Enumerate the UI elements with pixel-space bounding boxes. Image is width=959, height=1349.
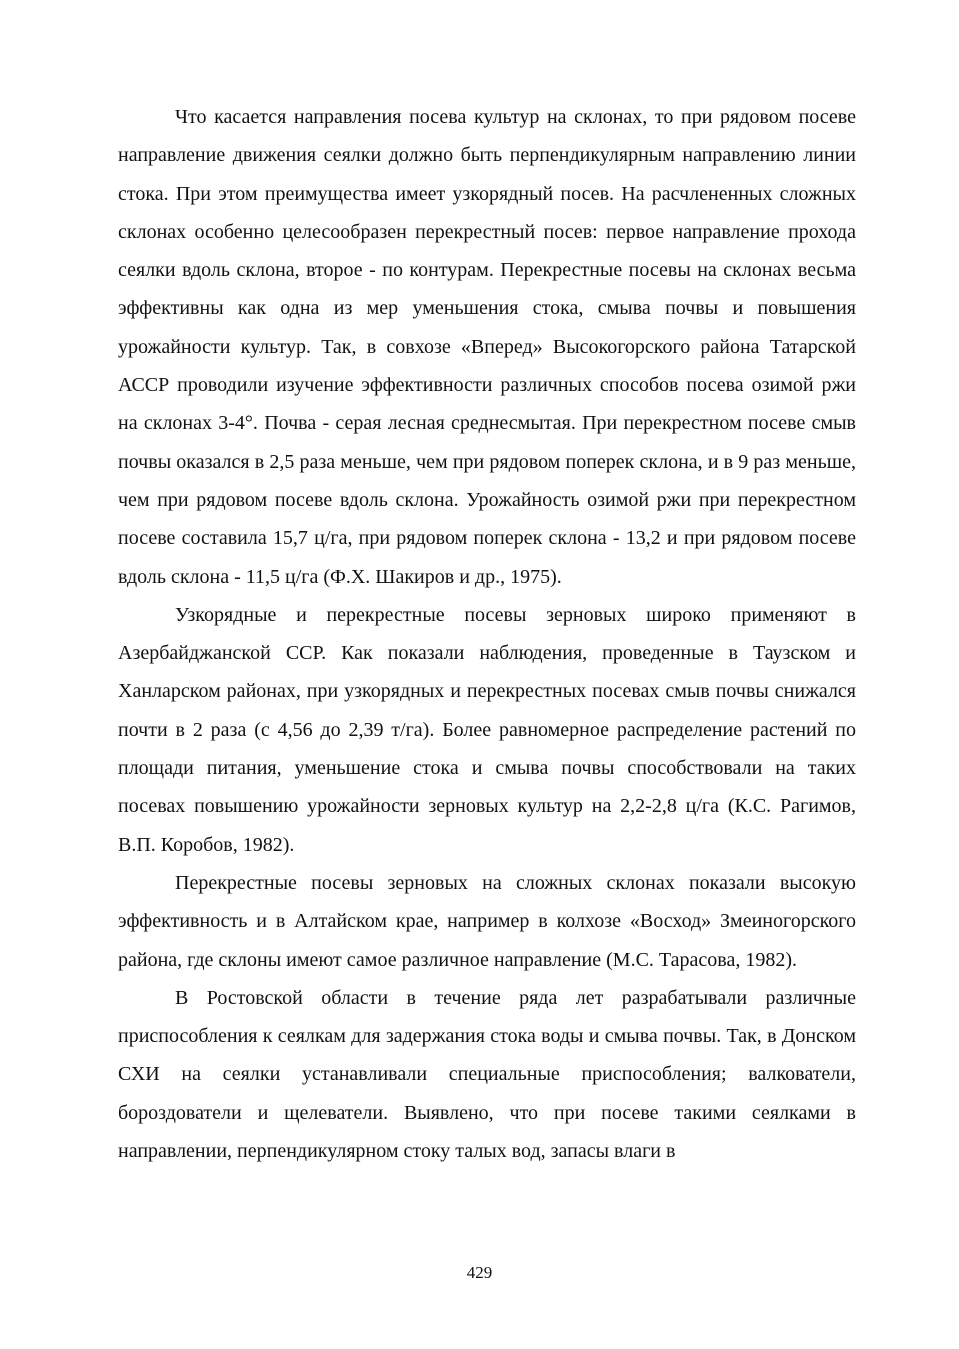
paragraph-2: Узкорядные и перекрестные посевы зерновых широко применяют в Азербайджанской ССР. Как показали наблюдения, проведенные в Таузском и Ханларском районах, при узкорядных и перекрестных посевах смыв почвы снижался почти в 2 раза (с 4,56 до 2,39 т/га). Более равномерное распределение растений по площади питания, уменьшение стока и смыва почвы способствовали на таких посевах повышению урожайности зерновых культур на 2,2-2,8 ц/га (К.С. Рагимов, В.П. Коробов, 1982).: [118, 603, 856, 856]
paragraph-1: Что касается направления посева культур на склонах, то при рядовом посеве направление движения сеялки должно быть перпендикулярным направлению линии стока. При этом преимущества имеет узкорядный посев. На расчлененных сложных склонах особенно целесообразен перекрестный посев: первое направление прохода сеялки вдоль склона, второе - по контурам. Перекрестные посевы на склонах весьма эффективны как одна из мер уменьшения стока, смыва почвы и повышения урожайности культур. Так, в совхозе «Вперед» Высокогорского района Татарской АССР проводили изучение эффективности различных способов посева озимой ржи на склонах 3-4°. Почва - серая лесная среднесмытая. При перекрестном посеве смыв почвы оказался в 2,5 раза меньше, чем при рядовом поперек склона, и в 9 раз меньше, чем при рядовом посеве вдоль склона. Урожайность озимой ржи при перекрестном посеве составила 15,7 ц/га, при рядовом поперек склона - 13,2 и при рядовом посеве вдоль склона - 11,5 ц/га (Ф.Х. Шакиров и др., 1975).: [118, 106, 856, 588]
paragraph-4: В Ростовской области в течение ряда лет разрабатывали различные приспособления к сеялкам для задержания стока воды и смыва почвы. Так, в Донском СХИ на сеялки устанавливали специальные приспособления; валкователи, бороздователи и щелеватели. Выявлено, что при посеве такими сеялками в направлении, перпендикулярном стоку талых вод, запасы влаги в: [118, 986, 856, 1163]
page-number: 429: [466, 1263, 493, 1282]
body-text: [118, 98, 856, 1170]
paragraph-3: Перекрестные посевы зерновых на сложных склонах показали высокую эффективность и в Алтайском крае, например в колхозе «Восход» Змеиногорского района, где склоны имеют самое различное направление (М.С. Тарасова, 1982).: [118, 871, 856, 971]
